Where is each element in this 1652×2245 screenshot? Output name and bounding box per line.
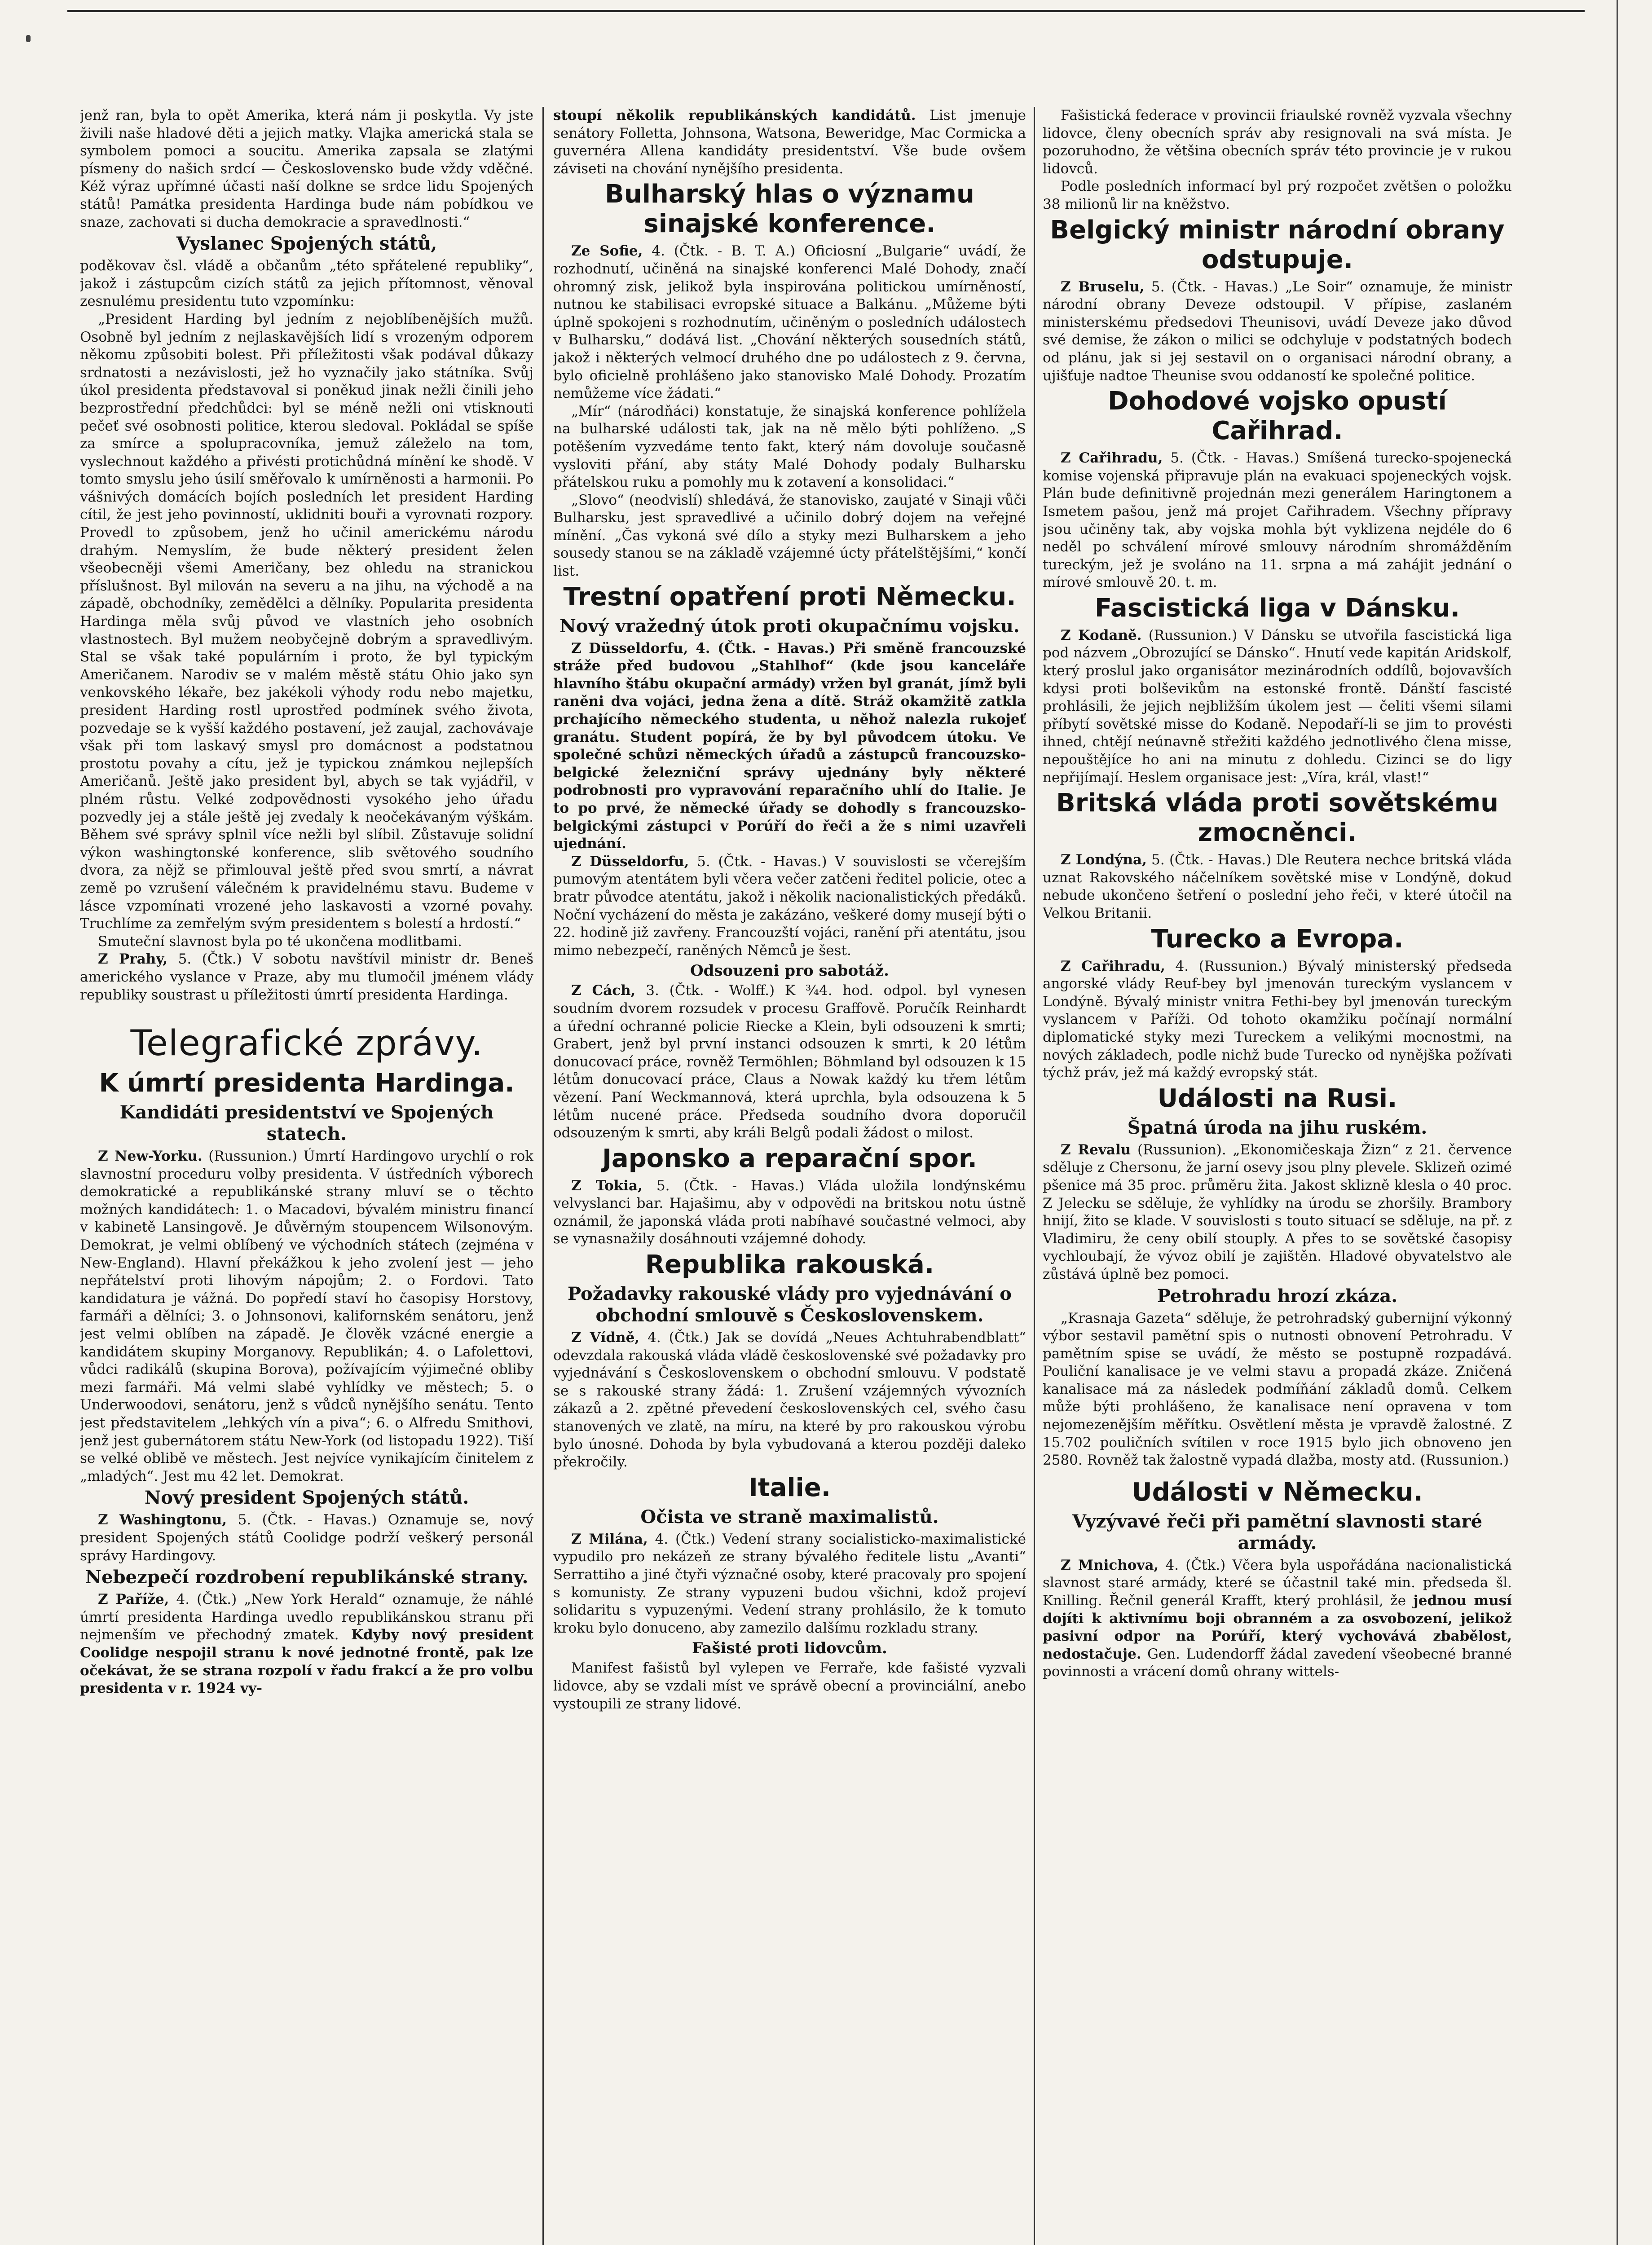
article-body: 5. (Čtk. - Havas.) Dle Reutera nechce britská vláda uznat Rakovského náčelníkem sovětské mise v Londýně, dokud nebude ukončeno šetření o poslední jeho řeči, v které útočil na Velkou Britanii.	[1043, 852, 1512, 921]
article-body: (Russunion). „Ekonomičeskaja Žizn“ z 21. července sděluje z Chersonu, že jarní osevy jsou plny plevele. Sklizeň ozimé pšenice má 35 proc. průměru žita. Jakost sklizně klesla o 40 proc. Z Jelecku se sděluje, že vyhlídky na úrodu se zhoršily. Brambory hnijí, žito se klade. V souvislosti s touto situací se sděluje, na př. z Vladimiru, že ceny obilí stouply. A přes to se sovětské časopisy vychloubají, že vývoz obilí je zajištěn. Hladové obyvatelstvo ale zůstává úplně bez pomoci.	[1043, 1141, 1512, 1282]
article-body: 5. (Čtk. - Havas.) „Le Soir“ oznamuje, že ministr národní obrany Deveze odstoupil. V přípise, zaslaném ministerskému předsedovi Theunisovi, uvádí Deveze jako důvod své demise, že zákon o milici se odchyluje v podstatných bodech od plánu, jak si jej sestavil on o organisaci národní obrany, a ujišťuje nadtoe Theunise svou oddaností ke společné politice.	[1043, 278, 1512, 384]
dateline: Z Revalu	[1061, 1141, 1131, 1158]
heading-bulharsky: Bulharský hlas o významu sinajské konference.	[605, 180, 974, 239]
article-text: „Krasnaja Gazeta“ sděluje, že petrohradský gubernijní výkonný výbor sestavil pamětní spis o nutnosti obnovení Petrohradu. V pamětním spise se uvádí, že město se postupně rozpadává. Pouliční kanalisace je ve velmi stavu a propadá zkáze. Zničená kanalisace má za následek podmíňání základů domů. Celkem může býti prohlášeno, že kanalisace není opravena v tom nejomezenějším měřítku. Osvětlení města je vpravdě žalostné. Z 15.702 pouličních svítilen v roce 1915 bylo jich obnoveno jen 2580. Rovněž tak žalostně vypadá dlažba, mosty atd. (Russunion.)	[1043, 1310, 1512, 1469]
dateline: Ze Sofie,	[571, 243, 643, 260]
dateline: Z Bruselu,	[1061, 278, 1145, 295]
article-body: 5. (Čtk. - Havas.) Oznamuje se, nový president Spojených států Coolidge podrží veškerý personál správy Hardingovy.	[80, 1512, 533, 1564]
dateline: Z New-Yorku.	[98, 1148, 203, 1165]
heading-udalosti-rusi: Události na Rusi.	[1157, 1083, 1397, 1113]
dateline: Z Vídně,	[571, 1329, 640, 1346]
heading-petrohradu: Petrohradu hrozí zkáza.	[1157, 1285, 1398, 1307]
heading-britska: Britská vláda proti sovětskému zmocněnci.	[1056, 788, 1498, 848]
article-text	[1043, 851, 1512, 922]
article-text: Manifest fašistů byl vylepen ve Ferraře, kde fašisté vyzvali lidovce, aby se vzdali míst ve správě obecní a provinciální, anebo vystoupili ze strany lidové.	[553, 1660, 1026, 1712]
article-text: „Slovo“ (neodvislí) shledává, že stanovisko, zaujaté v Sinaji vůči Bulharsku, jest spravedlivé a učinilo dobrý dojem na veřejné mínění. „Čas vykoná své dílo a styky mezi Bulharskem a jeho sousedy stanou se na základě vzájemné úcty přátelštějšími,“ končí list.	[553, 492, 1026, 580]
article-text	[1043, 627, 1512, 787]
article-text: „Mír“ (národňáci) konstatuje, že sinajská konference pohlížela na bulharské události tak, jak na ně mělo býti pohlíženo. „S potěšením vyzvedáme tento fakt, který nám dovoluje současně vysloviti přání, aby státy Malé Dohody podaly Bulharsku přátelskou ruku a pomohly mu k zotavení a konsolidaci.“	[553, 403, 1026, 491]
heading-ocista: Očista ve straně maximalistů.	[640, 1506, 939, 1527]
dateline: Z Milána,	[571, 1531, 648, 1547]
heading-fasiste: Fašisté proti lidovcům.	[692, 1639, 887, 1658]
heading-belgicky: Belgický ministr národní obrany odstupuje.	[1050, 215, 1505, 274]
heading-kandidati: Kandidáti presidentství ve Spojených statech.	[119, 1102, 494, 1145]
article-text: Podle posledních informací byl prý rozpočet zvětšen o položku 38 milionů lir na kněžstvo.	[1043, 178, 1512, 212]
article-body: (Russunion.) V Dánsku se utvořila fascistická liga pod názvem „Obrozující se Dánsko“. Hnutí vede kapitán Aridskolf, který proslul jako organisátor mezinárodních oddílů, bojovavších kdysi proti bolševikům na estonské frontě. Dánští fascisté prohlásili, že jejich nejbližším úkolem jest — čeliti všemi silami příbytí sovětské misse do Kodaně. Nepodaří-li se jim to provésti ihned, chtějí neúnavně střežiti každého jednotlivého člena misse, nepouštějíce ho ani na minutu z dohledu. Cizinci se do ligy nepřijímají. Heslem organisace jest: „Víra, král, vlast!“	[1043, 627, 1512, 786]
heading-pozadavky: Požadavky rakouské vlády pro vyjednávání o obchodní smlouvě s Československem.	[568, 1283, 1012, 1326]
article-text	[1043, 449, 1512, 592]
top-rule	[67, 10, 1585, 12]
article-bold: jednou musí dojíti k aktivnímu boji obranném a za osvobození, jelikož pasivní odpor na Porúří, který vychovává zbabělost, nedostačuje.	[1043, 1593, 1512, 1662]
heading-italie: Italie.	[748, 1473, 831, 1502]
dateline: Z Cařihradu,	[1061, 958, 1165, 974]
article-body: 4. (Russunion.) Bývalý ministerský předseda angorské vlády Reuf-bey byl jmenován tureckým vyslancem v Londýně. Bývalý ministr vnitra Fethi-bey byl jmenován tureckým vyslancem v Paříži. Od tohoto okamžiku počínají normální diplomatické styky mezi Tureckem a velikými mocnostmi, na nových základech, podle nichž bude Turecko od nynějška požívati týchž práv, jež má každý evropský stát.	[1043, 958, 1512, 1081]
article-text	[1043, 958, 1512, 1082]
article-text	[553, 107, 1026, 178]
article-text	[553, 1177, 1026, 1248]
heading-vrazedny-utok: Nový vražedný útok proti okupačnímu vojsku.	[559, 615, 1020, 637]
column-2	[553, 107, 1026, 2245]
article-bold: Kdyby nový president Coolidge nespojil stranu k nové jednotné frontě, pak lze očekávat, že se strana rozpolí v řadu frakcí a že pro volbu presidenta v r. 1924 vy-	[80, 1627, 533, 1697]
article-text	[1043, 1141, 1512, 1284]
article-body: 4. (Čtk.) Vedení strany socialisticko-maximalistické vypudilo pro nekázeň ze strany bývalého ředitele listu „Avanti“ Serrattiho a jiné čtyři význačné osoby, které pracovaly pro spojení s komunisty. Ze strany vypuzeni budou všichni, kdož projeví solidaritu s vypuzenými. Vedení strany prohlásilo, že k tomuto kroku bylo donuceno, aby zamezilo dalšímu rozkladu strany.	[553, 1531, 1026, 1636]
dateline: Z Londýna,	[1061, 852, 1147, 868]
heading-republika: Republika rakouská.	[645, 1250, 934, 1280]
heading-novy-president: Nový president Spojených států.	[144, 1487, 469, 1509]
right-margin-line	[1617, 0, 1618, 2245]
heading-fascisticka: Fascistická liga v Dánsku.	[1094, 593, 1460, 623]
article-text	[553, 242, 1026, 402]
article-body: 5. (Čtk. - Havas.) Vláda uložila londýnskému velvyslanci bar. Hajašimu, aby v odpovědi na britskou notu ústně oznámil, že japonská vláda proti nabíhavé součastné velmoci, aby se vynasnažily dosáhnouti vzájemné dohody.	[553, 1177, 1026, 1247]
article-text: Smuteční slavnost byla po té ukončena modlitbami.	[98, 933, 462, 950]
article-text	[1043, 278, 1512, 385]
column-rule-1	[542, 107, 544, 2245]
column-rule-2	[1034, 107, 1035, 2245]
column-3	[1043, 107, 1512, 2245]
article-body: (Russunion.) Úmrtí Hardingovo urychlí o rok slavnostní proceduru volby presidenta. V ústředních výborech demokratické a republikánské strany mluví se o těchto možných kandidátech: 1. o Macadovi, bývalém ministru financí v kabinetě Lansingově. Je důvěrným stoupencem Wilsonovým. Demokrat, je velmi oblíbený ve východních státech (zejména v New-England). Hlavní překážkou k jeho zvolení jest — jeho nepřátelství proti lihovým nápojům; 2. o Fordovi. Tato kandidatura je vážná. Do popředí staví ho časopisy Horstovy, farmáři a dělníci; 3. o Johnsonovi, kalifornském senátoru, jenž jest velmi oblíben na západě. Je člověk vzácné energie a kandidátem skupiny Morganovy. Republikán; 4. o Lafolettovi, vůdci radikálů (skupina Borova), požívajícím výjimečné obliby mezi farmáři. Má velmi slabé vyhlídky ve městech; 5. o Underwoodovi, senátoru, jenž s vůdců nynějšího senátu. Tento jest představitelem „lehkých vín a piva“; 6. o Alfredu Smithovi, jenž jest gubernátorem státu New-York (od listopadu 1922). Tiší se velké oblibě ve městech. Jest nejvíce vynikajícím činitelem z „mladých“. Jest mu 42 let. Demokrat.	[80, 1148, 533, 1484]
article-text	[80, 1148, 533, 1485]
heading-vyslanec: Vyslanec Spojených států,	[176, 233, 437, 255]
article-text	[553, 982, 1026, 1142]
article-text	[553, 1329, 1026, 1471]
dateline: Z Paříže,	[98, 1591, 169, 1608]
article-text	[1043, 1557, 1512, 1681]
article-text: poděkovav čsl. vládě a občanům „této spřátelené republiky“, jakož i zástupcům cizích států za jejich přítomnost, věnoval zesnulému presidentu tuto vzpomínku:	[80, 258, 533, 310]
article-text	[553, 1531, 1026, 1638]
heading-nebezpeci: Nebezpečí rozdrobení republikánské strany.	[85, 1567, 529, 1588]
heading-odsouzeni: Odsouzeni pro sabotáž.	[690, 962, 890, 980]
article-text	[80, 1511, 533, 1565]
heading-vyzyvave: Vyzývavé řeči při pamětní slavnosti staré armády.	[1072, 1510, 1483, 1554]
article-body: 5. (Čtk.) V sobotu navštívil ministr dr. Beneš amerického vyslance v Praze, aby mu tlumočil jménem vlády republiky soustrast u příležitosti úmrtí presidenta Hardinga.	[80, 951, 533, 1003]
article-body: 4. (Čtk.) Jak se dovídá „Neues Achtuhrabendblatt“ odevzdala rakouská vláda vládě československé své požadavky pro vyjednávání s Československem o obchodní smlouvu. V podstatě se s rakouské strany žádá: 1. Zrušení vzájemných vývozních zákazů a 2. zpětné převedení československých cel, svého času stanovených ve zlatě, na míru, na které by pro rakouskou výrobu bylo únosné. Dohoda by byla vybudovaná a kterou později daleko překročily.	[553, 1329, 1026, 1470]
article-body: Gen. Ludendorff žádal zavedení všeobecné branné povinnosti a vrácení domů ohrany wittels-	[1043, 1646, 1512, 1680]
dateline: Z Mnichova,	[1061, 1557, 1159, 1573]
dateline: Z Prahy,	[98, 951, 168, 968]
heading-spatna-uroda: Špatná úroda na jihu ruském.	[1127, 1117, 1427, 1138]
article-body: 5. (Čtk. - Havas.) Smíšená turecko-spojenecká komise vojenská připravuje plán na evakuaci spojeneckých vojsk. Plán bude definitivně projednán mezi generálem Haringtonem a Ismetem pašou, jenž má projet Cařihradem. Všechny přípravy jsou učiněny tak, aby vojska mohla být vyklizena nejdéle do 6 neděl po schválení mírové smlouvy národním shromážděním tureckým, jež je svoláno na 11. srpna a má zahájit jednání o mírové smlouvě 20. t. m.	[1043, 450, 1512, 591]
article-text	[553, 640, 1026, 853]
article-text	[553, 853, 1026, 960]
column-1	[80, 107, 533, 2245]
article-body: 4. (Čtk.) Včera byla uspořádána nacionalistická slavnost staré armády, které se účastnil také min. předseda šl. Knilling. Řečnil generál Krafft, který prohlásil, že	[1043, 1557, 1512, 1609]
heading-trestni: Trestní opatření proti Německu.	[563, 582, 1016, 612]
dateline: Z Kodaně.	[1061, 627, 1142, 643]
article-text: Fašistická federace v provincii friaulské rovněž vyzvala všechny lidovce, členy obecních správ aby resignovali na svá místa. Je pozoruhodno, že většina obecních správ této provincie je v rukou lidovců.	[1043, 107, 1512, 177]
article-body: List jmenuje senátory Folletta, Johnsona, Watsona, Beweridge, Mac Cormicka a guvernéra Allena kandidáty presidentství. Vše bude ovšem záviseti na chování nynějšího presidenta.	[553, 107, 1026, 177]
heading-umrti: K úmrtí presidenta Hardinga.	[99, 1069, 515, 1098]
article-body: 3. (Čtk. - Wolff.) K ¾4. hod. odpol. byl vynesen soudním dvorem rozsudek v procesu Graffově. Poručík Reinhardt a úřední ochranné policie Riecke a Klein, byli odsouzeni k smrti; Grabert, jenž byl první instanci odsouzen k smrti, k 20 létům donucovací práce, rovněž Termöhlen; Böhmland byl odsouzen k 15 létům donucovací práce, Claus a Nowak každý ku třem létům vězení. Paní Weckmannová, která uprchla, byla odsouzena k 5 létům nucené práce. Předseda soudního dvora doporučil odsouzeným k smrti, aby králi Belgů podali žádost o milost.	[553, 982, 1026, 1141]
dateline: Z Düsseldorfu,	[571, 853, 689, 870]
article-body: 5. (Čtk. - Havas.) V souvislosti se včerejším pumovým atentátem byli včera večer zatčeni ředitel policie, otec a bratr původce atentátu, jakož i několik nacionalistických předáků. Noční vycházení do města je zakázáno, veškeré domy musejí býti o 22. hodině již zavřeny. Francouzští vojáci, ranění při atentátu, jsou mimo nebezpečí, raněných Němců je šest.	[553, 853, 1026, 959]
article-body: 4. (Čtk.) „New York Herald“ oznamuje, že náhlé úmrtí presidenta Hardinga uvedlo republikánskou stranu při nejmenším ve přechodný zmatek.	[80, 1591, 533, 1643]
heading-japonsko: Japonsko a reparační spor.	[602, 1144, 977, 1173]
article-text: „President Harding byl jedním z nejoblíbenějších mužů. Osobně byl jedním z nejlaskavějších lidí s vrozeným odporem někomu způsobiti bolest. Při příležitosti však podával důkazy srdnatosti a nezávislosti, jež ho vyznačily jako státníka. Svůj úkol presidenta představoval si poněkud jinak nežli činili jeho bezprostřední předchůdci: byl se méně nežli oni vtisknouti pečeť své osobnosti politice, kterou sledoval. Pokládal se spíše za smírce a spolupracovníka, jemuž záleželo na tom, vyslechnout každého a přivésti protichůdná mínění ke shodě. V tomto smyslu jeho úsilí směřovalo k umírněnosti a harmonii. Po vášnivých domácích bojích posledních let president Harding cítil, že jest jeho povinností, uklidniti bouři a vyrovnati rozpory. Provedl to způsobem, jenž ho učinil americkému národu drahým. Nemyslím, že bude některý president želen všeobecněji všemi Američany, bez ohledu na stranickou příslušnost. Byl milován na severu a na jihu, na východě a na západě, obchodníky, zemědělci a dělníky. Popularita presidenta Hardinga měla svůj původ ve vlastních jeho osobních vlastnostech. Byl mužem neobyčejně dobrým a spravedlivým. Stal se však také populárním i proto, že byl typickým Američanem. Narodiv se v malém městě státu Ohio jako syn venkovského lékaře, bez jakékoli výhody rodu nebo majetku, president Harding rostl uprostřed podmínek svého života, pozvedaje se k vyšší každého postavení, jež zaujal, zachovávaje však při tom laskavý smysl pro domácnost a podstatnou prostotu povahy a cítu, jež je typickou známkou nejlepších Američanů. Ještě jako president byl, abych se tak vyjádřil, v plném růstu. Velké zodpovědnosti vysokého jeho úřadu pozvedly jej a stále ještě jej zvedaly k neočekávaným výškám. Během své správy splnil více nežli byl slíbil. Zůstavuje solidní výkon washingtonské konference, slib světového soudního dvora, za nějž se přimlouval ještě před svou smrtí, a návrat země po vzrušení válečném k pravidelnému stavu. Budeme v lásce vzpomínati vrozené jeho laskavosti a vzorné povahy. Truchlíme za zemřelým svým presidentem s bolestí a hrdostí.“	[80, 311, 533, 932]
corner-mark	[26, 35, 31, 42]
section-title-telegraficke: Telegrafické zprávy.	[130, 1023, 483, 1064]
article-text	[80, 951, 533, 1004]
article-body: 4. (Čtk. - B. T. A.) Oficiosní „Bulgarie“ uvádí, že rozhodnutí, učiněná na sinajské konferenci Malé Dohody, značí ohromný zisk, jelikož byla inspirována politickou umírněností, nutnou ke stabilisaci evropské situace a Balkánu. „Můžeme býti úplně spokojeni s rozhodnutím, učiněným o posledních událostech v Bulharsku,“ dodává list. „Chování některých sousedních států, jakož i některých velmocí druhého dne po událostech z 9. června, bylo oficielně prohlášeno jako stanovisko Malé Dohody. Prozatím nemůžeme více žádati.“	[553, 243, 1026, 402]
dateline: Z Düsseldorfu,	[571, 640, 688, 656]
heading-udalosti-nemecku: Události v Německu.	[1132, 1477, 1423, 1507]
heading-dohodove: Dohodové vojsko opustí Cařihrad.	[1108, 387, 1447, 446]
article-text	[80, 1591, 533, 1698]
dateline: Z Cařihradu,	[1061, 450, 1163, 467]
heading-turecko: Turecko a Evropa.	[1151, 924, 1404, 954]
article-bold: 4. (Čtk. - Havas.) Při směně francouzské stráže před budovou „Stahlhof“ (kde jsou kanceláře hlavního štábu okupační armády) vržen byl granát, jímž byli raněni dva vojáci, jedna žena a dítě. Stráž okamžitě zatkla prchajícího německého studenta, u něhož nalezla rukojeť granátu. Student popírá, že by byl původcem útoku. Ve společné schůzi německých úřadů a zástupců francouzsko-belgické železniční správy ujednány byly některé podrobnosti pro vypravování reparačního uhlí do Italie. Je to po prvé, že německé úřady se dohodly s francouzsko-belgickými zástupci v Porúří do řeči a že s nimi uzavřeli ujednání.	[553, 640, 1026, 852]
article-bold: stoupí několik republikánských kandidátů.	[553, 107, 916, 123]
dateline: Z Tokia,	[571, 1177, 643, 1194]
article-text: jenž ran, byla to opět Amerika, která nám ji poskytla. Vy jste živili naše hladové děti a jejich matky. Vlajka americká stala se symbolem pomoci a soucitu. Amerika zapsala se zlatými písmeny do našich srdcí — Československo bude vždy vděčné. Kéž výraz upřímné účasti naší dolkne se srdce lidu Spojených států! Památka presidenta Hardinga bude nám pobídkou ve snaze, zachovati si ducha demokracie a spravedlnosti.“	[80, 107, 533, 230]
dateline: Z Cách,	[571, 982, 636, 999]
dateline: Z Washingtonu,	[98, 1512, 227, 1528]
